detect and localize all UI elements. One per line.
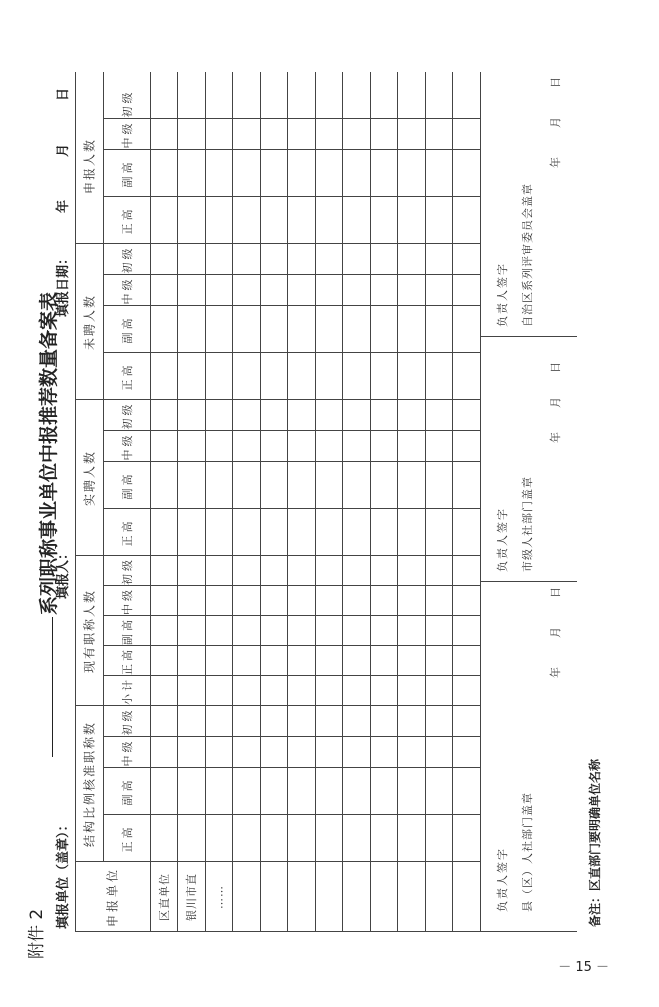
county-date-day: 日 (549, 586, 562, 598)
group-header: 申报人数 (82, 137, 97, 195)
city-date-day: 日 (549, 361, 562, 373)
sub-column-line (103, 306, 480, 307)
city-date-year: 年 (549, 431, 562, 443)
table-row-line (315, 72, 316, 932)
table-row-line (287, 72, 288, 932)
fill-date-day: 日 (56, 87, 71, 101)
committee-date-month: 月 (549, 116, 562, 128)
footer-divider-2 (480, 337, 577, 338)
page-number: － 15 － (558, 960, 609, 975)
fill-unit-label: 填报单位（盖章）： (56, 818, 71, 929)
sub-column-line (103, 768, 480, 769)
sub-column-line (103, 586, 480, 587)
header-body-divider (150, 72, 151, 932)
table-row-line (397, 72, 398, 932)
group-header: 结构比例核准职称数 (82, 720, 97, 848)
sub-header: 初级 (120, 401, 134, 430)
group-header: 未聘人数 (82, 293, 97, 351)
sub-column-line (103, 275, 480, 276)
form-title: 系列职称事业单位中报推荐数量备案表 (38, 291, 60, 615)
sub-header: 正高 (120, 647, 134, 675)
fill-date-label: 填报日期： (56, 251, 71, 317)
sub-header: 初级 (120, 245, 134, 274)
sub-header: 中级 (120, 738, 134, 767)
sub-header: 小计 (120, 677, 134, 705)
table-row-line (342, 72, 343, 932)
group-column-line (75, 400, 480, 401)
title-blank-line (52, 617, 53, 757)
sub-header: 初级 (120, 707, 134, 736)
sub-header: 副高 (120, 159, 134, 188)
sub-column-line (103, 119, 480, 120)
sub-header: 正高 (120, 518, 134, 547)
table-border-bottom (577, 72, 578, 932)
sub-header: 副高 (120, 471, 134, 500)
sub-column-line (103, 815, 480, 816)
unit-column-line (75, 862, 480, 863)
county-date-year: 年 (549, 666, 562, 678)
sub-column-line (103, 197, 480, 198)
city-date-month: 月 (549, 396, 562, 408)
sub-column-line (103, 646, 480, 647)
table-border-top (75, 72, 76, 932)
committee-date-year: 年 (549, 156, 562, 168)
sub-header: 副高 (120, 315, 134, 344)
sub-column-line (103, 462, 480, 463)
group-header: 现有职称人数 (82, 588, 97, 674)
table-row-line (370, 72, 371, 932)
sub-header: 中级 (120, 276, 134, 305)
table-row-line (232, 72, 233, 932)
group-header-divider (103, 72, 104, 862)
county-date-month: 月 (549, 626, 562, 638)
sub-header: 中级 (120, 587, 134, 615)
sub-column-line (103, 150, 480, 151)
committee-sign-label: 负责人签字 (496, 262, 509, 327)
group-column-line (75, 556, 480, 557)
attachment-label: 附件 2 (27, 908, 47, 959)
sub-header: 初级 (120, 89, 134, 118)
group-header: 实聘人数 (82, 449, 97, 507)
sub-header: 副高 (120, 777, 134, 806)
city-seal-label: 市级人社部门盖章 (521, 476, 534, 572)
sub-column-line (103, 737, 480, 738)
sub-column-line (103, 431, 480, 432)
fill-date-year: 年 (56, 199, 71, 213)
sub-column-line (103, 353, 480, 354)
table-row-line (452, 72, 453, 932)
row-label-2: …… (212, 885, 226, 909)
table-row-line (260, 72, 261, 932)
sub-column-line (103, 676, 480, 677)
sub-header: 正高 (120, 824, 134, 853)
city-sign-label: 负责人签字 (496, 507, 509, 572)
group-column-line (75, 244, 480, 245)
sub-header: 初级 (120, 557, 134, 585)
row-label-0: 区直单位 (157, 873, 171, 921)
table-row-line (480, 72, 481, 932)
table-row-line (177, 72, 178, 932)
group-column-line (75, 706, 480, 707)
sub-header: 正高 (120, 206, 134, 235)
footer-divider-1 (480, 582, 577, 583)
sub-header: 中级 (120, 120, 134, 149)
remark-text: 备注：区直部门要明确单位名称 (588, 758, 602, 927)
sub-header: 中级 (120, 432, 134, 461)
fill-date-month: 月 (56, 143, 71, 157)
report-table (75, 72, 577, 932)
sub-header: 副高 (120, 617, 134, 645)
unit-column-header: 申报单位 (105, 866, 120, 928)
committee-date-day: 日 (549, 76, 562, 88)
sub-column-line (103, 616, 480, 617)
row-label-1: 银川市直 (185, 873, 199, 921)
county-sign-label: 负责人签字 (496, 847, 509, 912)
county-seal-label: 县（区）人社部门盖章 (521, 792, 534, 912)
committee-seal-label: 自治区系列评审委员会盖章 (521, 183, 534, 327)
sub-header: 正高 (120, 362, 134, 391)
table-row-line (425, 72, 426, 932)
table-row-line (205, 72, 206, 932)
filler-label: 填报人： (56, 546, 71, 599)
sub-column-line (103, 509, 480, 510)
